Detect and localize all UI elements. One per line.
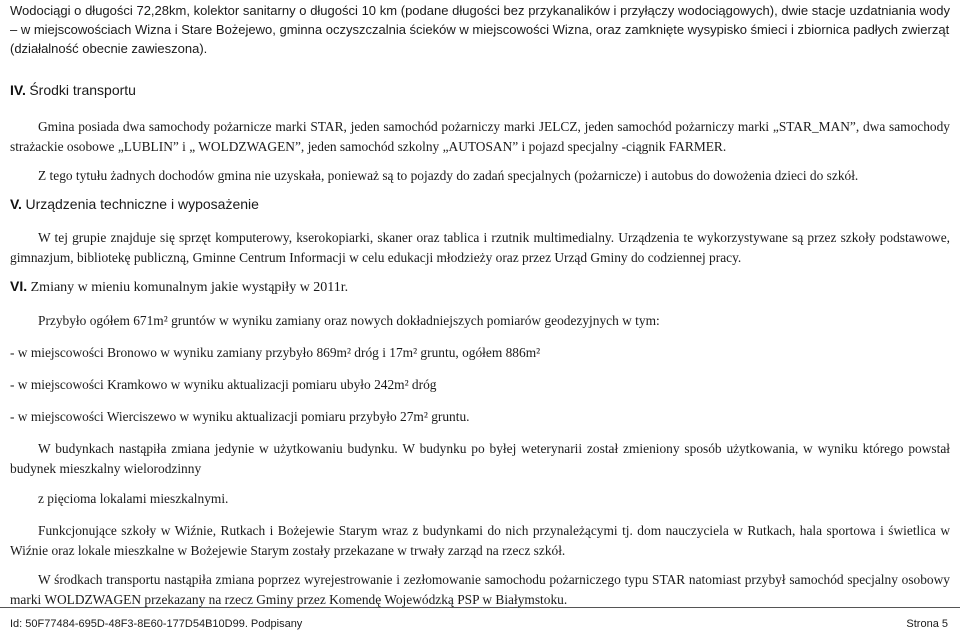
paragraph-equipment: W tej grupie znajduje się sprzęt komputerowy, kserokopiarki, skaner oraz tablica i rzutnik multimedialny. Urządzenia te wykorzystywane są przez szkoły podstawowe, gimnazjum, bibliotekę publiczną, Gminne Centrum Informacji w celu edukacji młodzieży oraz przez Urząd Gminy do codziennej pracy. bbox=[10, 230, 950, 265]
section-number: IV. bbox=[10, 82, 26, 98]
paragraph-buildings: W budynkach nastąpiła zmiana jedynie w użytkowaniu budynku. W budynku po byłej weterynarii został zmieniony sposób użytkowania, w wyniku którego powstał budynek mieszkalny wielorodzinny bbox=[10, 441, 950, 476]
intro-paragraph bbox=[10, 0, 950, 58]
page-number: Strona 5 bbox=[906, 618, 948, 630]
section-heading-iv bbox=[10, 81, 950, 101]
list-item: - w miejscowości Wierciszewo w wyniku aktualizacji pomiaru przybyło 27m² gruntu. bbox=[10, 409, 470, 424]
section-title: Urządzenia techniczne i wyposażenie bbox=[25, 196, 259, 212]
section-title: Zmiany w mieniu komunalnym jakie wystąpiły w 2011r. bbox=[30, 280, 349, 295]
intro-text-end: (działalność obecnie zawieszona). bbox=[10, 41, 208, 56]
list-item: - w miejscowości Bronowo w wyniku zamiany przybyło 869m² dróg i 17m² gruntu, ogółem 886m² bbox=[10, 345, 541, 360]
paragraph-vehicles-income: Z tego tytułu żadnych dochodów gmina nie uzyskała, ponieważ są to pojazdy do zadań specjalnych (pożarnicze) i autobus do dowożenia dzieci do szkół. bbox=[38, 168, 859, 183]
section-number: V. bbox=[10, 196, 22, 212]
section-heading-v bbox=[10, 195, 950, 215]
list-item: - w miejscowości Kramkowo w wyniku aktualizacji pomiaru ubyło 242m² dróg bbox=[10, 377, 437, 392]
footer-divider bbox=[0, 607, 960, 608]
paragraph-transport-changes: W środkach transportu nastąpiła zmiana poprzez wyrejestrowanie i zezłomowanie samochodu pożarniczego typu STAR natomiast przybył samochód specjalny osobowy marki WOLDZWAGEN przekazany na rzecz Gminy przez Komendę Wojewódzką PSP w Białymstoku. bbox=[10, 572, 950, 607]
section-number: VI. bbox=[10, 278, 28, 294]
paragraph-schools: Funkcjonujące szkoły w Wiźnie, Rutkach i Bożejewie Starym wraz z budynkami do nich przynależącymi tj. dom nauczyciela w Rutkach, hala sportowa i świetlica w Wiźnie oraz lokale mieszkalne w Bożejewie Starym zostały przekazane w trwały zarząd na rzecz szkół. bbox=[10, 523, 950, 558]
paragraph-land-changes: Przybyło ogółem 671m² gruntów w wyniku zamiany oraz nowych dokładniejszych pomiarów geodezyjnych w tym: bbox=[38, 313, 660, 328]
page-footer bbox=[10, 618, 948, 631]
section-title: Środki transportu bbox=[29, 82, 136, 98]
intro-text: Wodociągi o długości 72,28km, kolektor sanitarny o długości 10 km (podane długości bez przykanalików i przyłączy wodociągowych), dwie stacje uzdatniania wody – w miejscowościach Wizna i Stare Bożejewo, gminna oczyszczalnia ścieków w miejscowości Wizna, oraz zamknięte wysypisko śmieci i zbiornica padłych zwierząt bbox=[10, 3, 950, 37]
document-id: Id: 50F77484-695D-48F3-8E60-177D54B10D99. Podpisany bbox=[10, 618, 303, 630]
paragraph-buildings-cont: z pięcioma lokalami mieszkalnymi. bbox=[38, 491, 229, 506]
paragraph-vehicles: Gmina posiada dwa samochody pożarnicze marki STAR, jeden samochód pożarniczy marki JELCZ, jeden samochód pożarniczy marki „STAR_MAN”, dwa samochody strażackie osobowe „LUBLIN” i „ WOLDZWAGEN”, jeden samochód szkolny „AUTOSAN” i pojazd specjalny -ciągnik FARMER. bbox=[10, 119, 950, 154]
section-heading-vi bbox=[10, 277, 950, 297]
